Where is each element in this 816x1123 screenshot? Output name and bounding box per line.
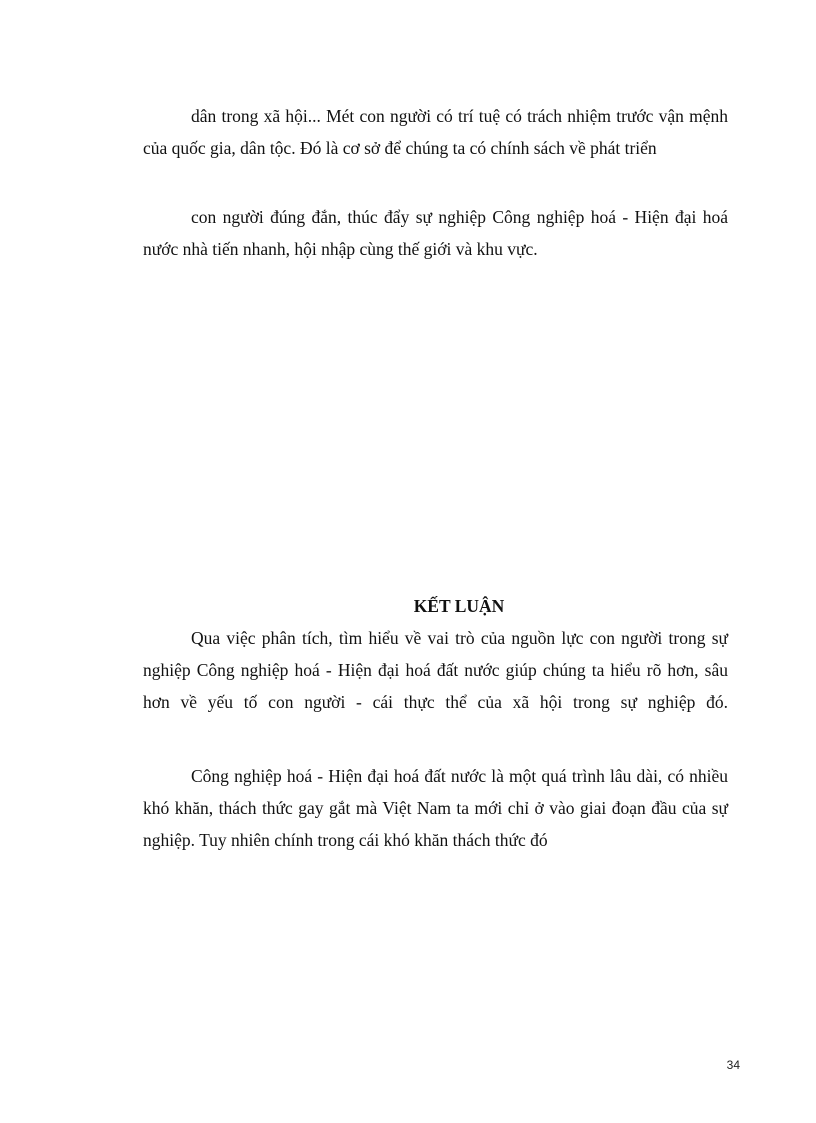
- paragraph-continuation: dân trong xã hội... Mét con người có trí tuệ có trách nhiệm trước vận mệnh của quốc gia, dân tộc. Đó là cơ sở để chúng ta có chính sách về phát triển: [143, 106, 728, 158]
- paragraph-block-2: [143, 201, 728, 265]
- paragraph-conclusion-2: Công nghiệp hoá - Hiện đại hoá đất nước là một quá trình lâu dài, có nhiều khó khăn, thách thức gay gắt mà Việt Nam ta mới chỉ ở vào giai đoạn đầu của sự nghiệp. Tuy nhiên chính trong cái khó khăn thách thức đó: [143, 766, 728, 850]
- paragraph-block-4: [143, 760, 728, 856]
- paragraph-conclusion-1: Qua việc phân tích, tìm hiểu về vai trò của nguồn lực con người trong sự nghiệp Công nghiệp hoá - Hiện đại hoá đất nước giúp chúng ta hiểu rõ hơn, sâu hơn về yếu tố con người - cái thực thể của xã hội trong sự nghiệp đó.: [143, 628, 728, 712]
- paragraph-block-1: [143, 100, 728, 164]
- paragraph-block-3: [143, 622, 728, 718]
- section-heading: KẾT LUẬN: [413, 596, 505, 616]
- paragraph-conclusion-prelude: con người đúng đắn, thúc đẩy sự nghiệp Công nghiệp hoá - Hiện đại hoá nước nhà tiến nhanh, hội nhập cùng thế giới và khu vực.: [143, 207, 728, 259]
- page-number: 34: [726, 1058, 740, 1072]
